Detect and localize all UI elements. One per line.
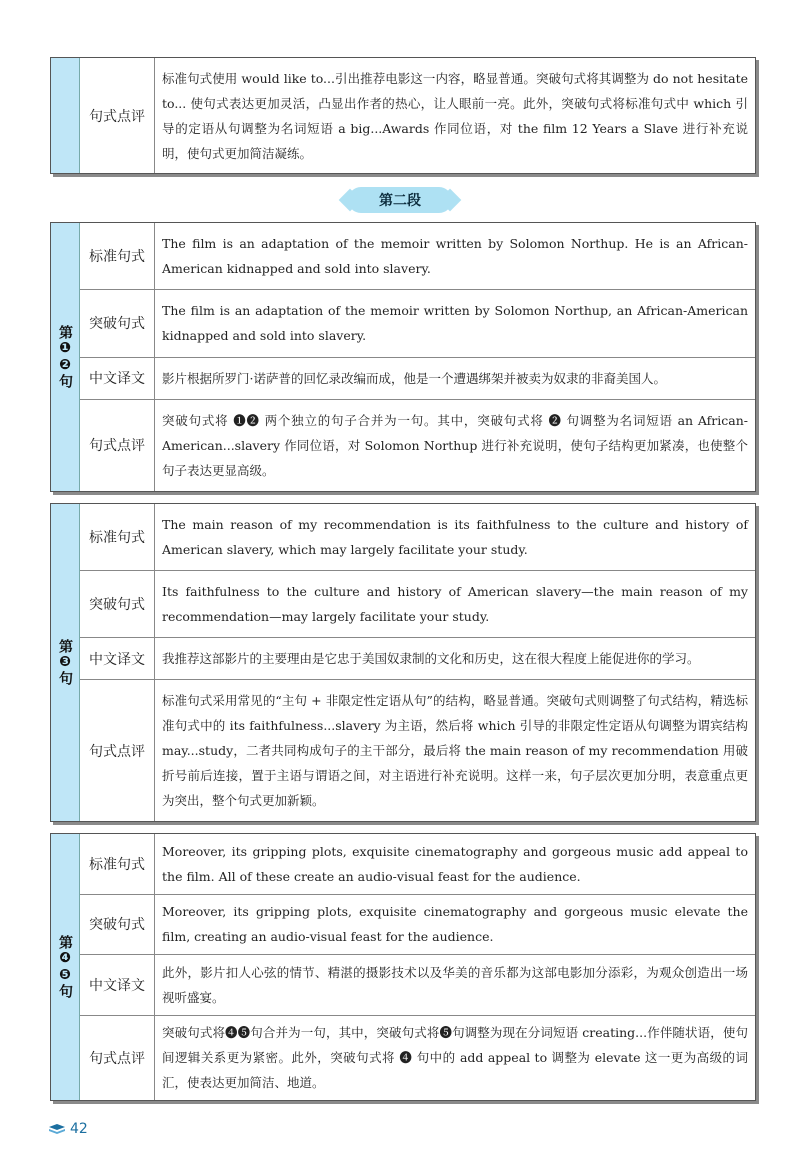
side-label: 第❹❺句	[57, 935, 73, 999]
section-heading: 第二段	[348, 187, 452, 213]
row-label: 标准句式	[80, 834, 155, 894]
table-row	[80, 679, 755, 821]
row-text: Moreover, its gripping plots, exquisite cinematography and gorgeous music elevate the film, creating an audio-visual feast for the audience.	[162, 904, 748, 945]
row-label: 标准句式	[80, 223, 155, 289]
table-row	[80, 570, 755, 637]
row-text: The main reason of my recommendation is its faithfulness to the culture and history of American slavery, which may largely facilitate your study.	[162, 517, 748, 557]
row-label: 中文译文	[80, 358, 155, 399]
row-text: 我推荐这部影片的主要理由是它忠于美国奴隶制的文化和历史，这在很大程度上能促进你的学习。	[162, 651, 700, 666]
table-row	[80, 504, 755, 570]
row-text: 标准句式使用 would like to...引出推荐电影这一内容，略显普通。突破句式将其调整为 do not hesitate to... 使句式表达更加灵活，凸显出作者的热心，让人眼前一亮。此外，突破句式将标准句式中 which 引导的定语从句调整为名词短语 a big...Awards 作同位语，对 the film 12 Years a Slave 进行补充说明，使句式更加简洁凝练。	[162, 70, 748, 161]
row-label: 句式点评	[80, 1016, 155, 1101]
row-label: 句式点评	[80, 400, 155, 491]
table-row	[80, 58, 755, 173]
row-text: The film is an adaptation of the memoir written by Solomon Northup. He is an African-American kidnapped and sold into slavery.	[162, 236, 748, 277]
row-text: 突破句式将 ❶❷ 两个独立的句子合并为一句。其中，突破句式将 ❷ 句调整为名词短语 an African-American...slavery 作同位语，对 Solomon Northup 进行补充说明，使句子结构更加紧凑，也使整个句子表达更显高级。	[162, 412, 748, 478]
top-comment-block	[50, 57, 756, 174]
table-row	[80, 289, 755, 356]
table-row	[80, 894, 755, 955]
rows	[80, 58, 755, 173]
row-label: 句式点评	[80, 680, 155, 821]
row-text: 标准句式采用常见的“主句 + 非限定性定语从句”的结构，略显普通。突破句式则调整了句式结构，精选标准句式中的 its faithfulness...slavery 为主语，然后将 which 引导的非限定性定语从句调整为谓宾结构 may...study，二者共同构成句子的主干部分，最后将 the main reason of my recommendation 用破折号前后连接，置于主语与谓语之间，对主语进行补充说明。这样一来，句子层次更加分明，表意重点更为突出，整个句式更加新颖。	[162, 693, 748, 808]
table-row	[80, 357, 755, 399]
row-text: 突破句式将❹❺句合并为一句，其中，突破句式将❺句调整为现在分词短语 creating...作伴随状语，使句间逻辑关系更为紧密。此外，突破句式将 ❹ 句中的 add appeal to 调整为 elevate 这一更为高级的词汇，使表达更加简洁、地道。	[162, 1025, 748, 1091]
rows	[80, 834, 755, 1100]
row-label: 句式点评	[80, 58, 155, 173]
side-strip	[51, 223, 80, 491]
row-text: 影片根据所罗门·诺萨普的回忆录改编而成，他是一个遭遇绑架并被卖为奴隶的非裔美国人。	[162, 370, 666, 386]
row-label: 标准句式	[80, 504, 155, 570]
row-label: 突破句式	[80, 290, 155, 356]
row-label: 突破句式	[80, 571, 155, 637]
table-row	[80, 954, 755, 1015]
row-text: Its faithfulness to the culture and history of American slavery—the main reason of my recommendation—may largely facilitate your study.	[162, 584, 748, 624]
side-strip	[51, 58, 80, 173]
side-strip	[51, 504, 80, 821]
book-icon	[48, 1123, 66, 1135]
page-footer	[48, 1121, 88, 1137]
table-row	[80, 1015, 755, 1101]
side-strip	[51, 834, 80, 1100]
row-text: The film is an adaptation of the memoir written by Solomon Northup, an African-American kidnapped and sold into slavery.	[162, 303, 748, 344]
table-row	[80, 223, 755, 289]
side-label: 第❸句	[57, 639, 73, 686]
table-row	[80, 834, 755, 894]
rows	[80, 223, 755, 491]
row-label: 突破句式	[80, 895, 155, 955]
sentence-block-3	[50, 833, 756, 1101]
rows	[80, 504, 755, 821]
table-row	[80, 399, 755, 491]
row-text: Moreover, its gripping plots, exquisite cinematography and gorgeous music add appeal to the film. All of these create an audio-visual feast for the audience.	[162, 843, 748, 884]
sentence-block-1	[50, 222, 756, 492]
row-label: 中文译文	[80, 955, 155, 1015]
page-number: 42	[70, 1121, 88, 1137]
row-text: 此外，影片扣人心弦的情节、精湛的摄影技术以及华美的音乐都为这部电影加分添彩，为观众创造出一场视听盛宴。	[162, 964, 748, 1005]
sentence-block-2	[50, 503, 756, 822]
side-label: 第❶❷句	[57, 325, 73, 389]
row-label: 中文译文	[80, 638, 155, 679]
table-row	[80, 637, 755, 679]
